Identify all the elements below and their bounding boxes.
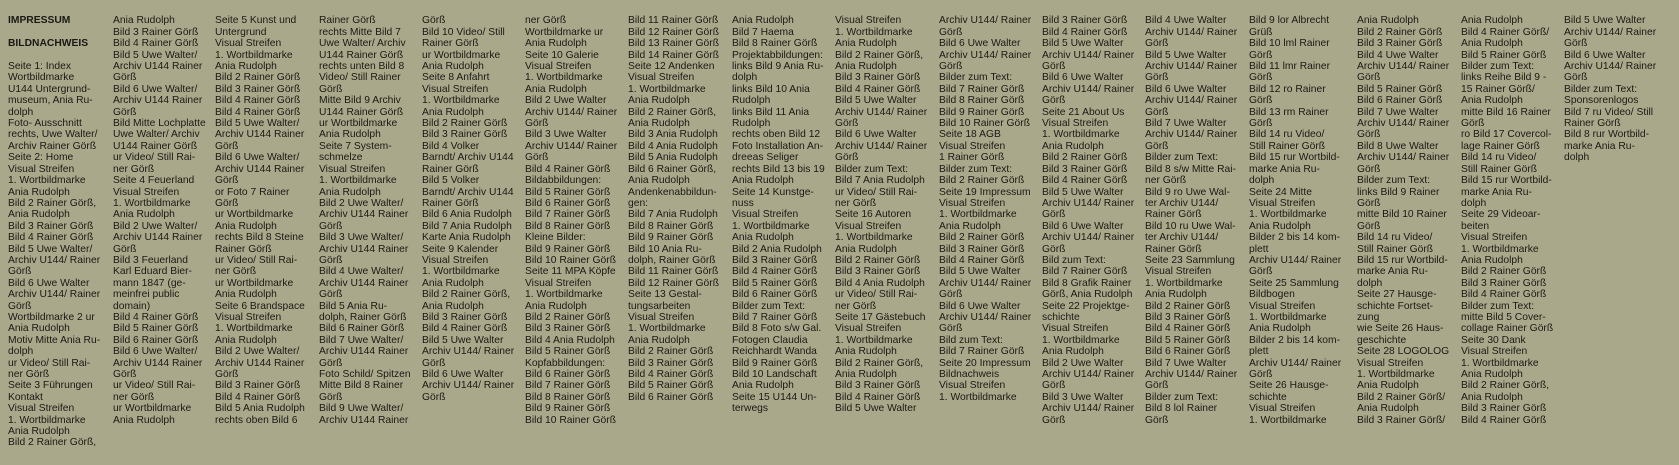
text-column-4: [319, 4, 415, 465]
column-text: Seite 1: Index Wortbildmarke U144 Untergrund- museum, Ania Ru- dolph Foto- Ausschnitt rechts, Uwe Walter/ Archiv Rainer Görß Seite 2: Home Visual Streifen 1. Wortbildmarke Ania Rudolph Bild 2 Rainer Görß, Ania Rudolph Bild 3 Rainer Görß Bild 4 Rainer Görß Bild 5 Uwe Walter/ Archiv U144/ Rainer Görß Bild 6 Uwe Walter Archiv U144/ Rainer Görß Wortbildmarke 2 ur Ania Rudolph Motiv Mitte Ania Ru- dolph ur Video/ Still Rai- ner Görß Seite 3 Führungen Kontakt Visual Streifen 1. Wortbildmarke Ania Rudolph Bild 2 Rainer Görß,: [8, 61, 101, 449]
imprint-columns: [8, 4, 1679, 465]
column-text: Bild 4 Uwe Walter Archiv U144/ Rainer Görß Bild 5 Uwe Walter Archiv U144/ Rainer Görß Bild 6 Uwe Walter Archiv U144/ Rainer Görß Bild 7 Uwe Walter Archiv U144/ Rainer Görß Bilder zum Text: Bild 8 s/w Mitte Rai- ner Görß Bild 9 ro Uwe Wal- ter Archiv U144/ Rainer Görß Bild 10 ru Uwe Wal- ter Archiv U144/ Rainer Görß Seite 23 Sammlung Visual Streifen 1. Wortbildmarke Ania Rudolph Bild 2 Rainer Görß Bild 3 Rainer Görß Bild 4 Rainer Görß Bild 5 Rainer Görß Bild 6 Rainer Görß Bild 7 Uwe Walter Archiv U144/ Rainer Görß Bilder zum Text: Bild 8 lol Rainer Görß: [1145, 15, 1238, 426]
text-column-11: [1042, 4, 1138, 465]
column-text: Archiv U144/ Rainer Görß Bild 6 Uwe Walter Archiv U144/ Rainer Görß Bilder zum Text: Bild 7 Rainer Görß Bild 8 Rainer Görß Bild 9 Rainer Görß Bild 10 Rainer Görß Seite 18 AGB Visual Streifen 1 Rainer Görß Bilder zum Text: Bild 2 Rainer Görß Seite 19 Impressum Visual Streifen 1. Wortbildmarke Ania Rudolph Bild 2 Rainer Görß Bild 3 Rainer Görß Bild 4 Rainer Görß Bild 5 Uwe Walter Archiv U144/ Rainer Görß Bild 6 Uwe Walter Archiv U144/ Rainer Görß Bild zum Text: Bild 7 Rainer Görß Seite 20 Impressum Bildnachweis Visual Streifen 1. Wortbildmarke: [939, 15, 1032, 403]
imprint-title: IMPRESSUM: [8, 15, 71, 27]
text-column-15: [1461, 4, 1557, 465]
text-column-14: [1357, 4, 1453, 465]
column-text: Visual Streifen 1. Wortbildmarke Ania Rudolph Bild 2 Rainer Görß, Ania Rudolph Bild 3 Rainer Görß Bild 4 Rainer Görß Bild 5 Uwe Walter Archiv U144/ Rainer Görß Bild 6 Uwe Walter Archiv U144/ Rainer Görß Bilder zum Text: Bild 7 Ania Rudolph ur Video/ Still Rai- ner Görß Seite 16 Autoren Visual Streifen 1. Wortbildmarke Ania Rudolph Bild 2 Rainer Görß Bild 3 Rainer Görß Bild 4 Ania Rudolph ur Video/ Still Rai- ner Görß Seite 17 Gästebuch Visual Streifen 1. Wortbildmarke Ania Rudolph Bild 2 Rainer Görß, Ania Rudolph Bild 3 Rainer Görß Bild 4 Rainer Görß Bild 5 Uwe Walter: [835, 15, 928, 415]
text-column-5: [422, 4, 518, 465]
text-column-9: [835, 4, 931, 465]
text-column-3: [215, 4, 311, 465]
column-text: Bild 9 lor Albrecht Grüß Bild 10 lml Rainer Görß Bild 11 lmr Rainer Görß Bild 12 ro Rainer Görß Bild 13 rm Rainer Görß Bild 14 ru Video/ Still Rainer Görß Bild 15 rur Wortbild- marke Ania Ru- dolph Seite 24 Mitte Visual Streifen 1. Wortbildmarke Ania Rudolph Bilder 2 bis 14 kom- plett Archiv U144/ Rainer Görß Seite 25 Sammlung Bildbogen Visual Streifen 1. Wortbildmarke Ania Rudolph Bilder 2 bis 14 kom- plett Archiv U144/ Rainer Görß Seite 26 Hausge- schichte Visual Streifen 1. Wortbildmarke: [1249, 15, 1342, 426]
column-text: Bild 5 Uwe Walter Archiv U144/ Rainer Görß Bild 6 Uwe Walter Archiv U144/ Rainer Görß Bilder zum Text: Sponsorenlogos Bild 7 ru Video/ Still Rainer Görß Bild 8 rur Wortbild- marke Ania Ru- dolph: [1564, 15, 1657, 164]
text-column-13: [1249, 4, 1345, 465]
column-text: Seite 5 Kunst und Untergrund Visual Streifen 1. Wortbildmarke Ania Rudolph Bild 2 Rainer Görß Bild 3 Rainer Görß Bild 4 Rainer Görß Bild 4 Rainer Görß Bild 5 Uwe Walter/ Archiv U144 Rainer Görß Bild 6 Uwe Walter/ Archiv U144 Rainer Görß or Foto 7 Rainer Görß ur Wortbildmarke Ania Rudolph rechts Bild 8 Steine Rainer Görß ur Video/ Still Rai- ner Görß ur Wortbildmarke Ania Rudolph Seite 6 Brandspace Visual Streifen 1. Wortbildmarke Ania Rudolph Bild 2 Uwe Walter/ Archiv U144 Rainer Görß Bild 3 Rainer Görß Bild 4 Rainer Görß Bild 5 Ania Rudolph rechts oben Bild 6: [215, 15, 305, 426]
column-text: Ania Rudolph Bild 3 Rainer Görß Bild 4 Rainer Görß Bild 5 Uwe Walter/ Archiv U144 Rainer Görß Bild 6 Uwe Walter/ Archiv U144 Rainer Görß Bild Mitte Lochplatte Uwe Walter/ Archiv U144 Rainer Görß ur Video/ Still Rai- ner Görß Seite 4 Feuerland Visual Streifen 1. Wortbildmarke Ania Rudolph Bild 2 Uwe Walter/ Archiv U144 Rainer Görß Bild 3 Feuerland Karl Eduard Bier- mann 1847 (ge- meinfrei public domain) Bild 4 Rainer Görß Bild 5 Rainer Görß Bild 6 Rainer Görß Bild 6 Uwe Walter/ Archiv U144 Rainer Görß ur Video/ Still Rai- ner Görß ur Wortbildmarke Ania Rudolph: [113, 15, 206, 426]
column-text: ner Görß Wortbildmarke ur Ania Rudolph Seite 10 Galerie Visual Streifen 1. Wortbildmarke Ania Rudolph Bild 2 Uwe Walter Archiv U144/ Rainer Görß Bild 3 Uwe Walter Archiv U144/ Rainer Görß Bild 4 Rainer Görß Bildabbildungen: Bild 5 Rainer Görß Bild 6 Rainer Görß Bild 7 Rainer Görß Bild 8 Rainer Görß Kleine Bilder: Bild 9 Rainer Görß Bild 10 Rainer Görß Seite 11 MPA Köpfe Visual Streifen 1. Wortbildmarke Ania Rudolph Bild 2 Rainer Görß Bild 3 Rainer Görß Bild 4 Ania Rudolph Bild 5 Rainer Görß Kopfabbildungen: Bild 6 Rainer Görß Bild 7 Rainer Görß Bild 8 Rainer Görß Bild 9 Rainer Görß Bild 10 Rainer Görß: [525, 15, 618, 426]
column-text: Ania Rudolph Bild 2 Rainer Görß Bild 3 Rainer Görß Bild 4 Uwe Walter Archiv U144/ Rainer Görß Bild 5 Rainer Görß Bild 6 Rainer Görß Bild 7 Uwe Walter Archiv U144/ Rainer Görß Bild 8 Uwe Walter Archiv U144/ Rainer Görß Bilder zum Text: links Bild 9 Rainer Görß mitte Bild 10 Rainer Görß Bild 14 ru Video/ Still Rainer Görß Bild 15 rur Wortbild- marke Ania Ru- dolph Seite 27 Hausge- schichte Fortset- zung wie Seite 26 Haus- geschichte Seite 28 LOGOLOG Visual Streifen 1. Wortbildmarke Ania Rudolph Bild 2 Rainer Görß/ Ania Rudolph Bild 3 Rainer Görß/: [1357, 15, 1450, 426]
text-column-8: [732, 4, 828, 465]
column-text: Bild 11 Rainer Görß Bild 12 Rainer Görß Bild 13 Rainer Görß Bild 14 Rainer Görß Seite 12 Andenken Visual Streifen 1. Wortbildmarke Ania Rudolph Bild 2 Rainer Görß, Ania Rudolph Bild 3 Ania Rudolph Bild 4 Ania Rudolph Bild 5 Ania Rudolph Bild 6 Rainer Görß, Ania Rudolph Andenkenabbildun- gen: Bild 7 Ania Rudolph Bild 8 Rainer Görß Bild 9 Rainer Görß Bild 10 Ania Ru- dolph, Rainer Görß Bild 11 Rainer Görß Bild 12 Rainer Görß Seite 13 Gestal- tungsarbeiten Visual Streifen 1. Wortbildmarke Ania Rudolph Bild 2 Rainer Görß Bild 3 Rainer Görß Bild 4 Rainer Görß Bild 5 Rainer Görß Bild 6 Rainer Görß: [628, 15, 719, 403]
column-text: Ania Rudolph Bild 4 Rainer Görß/ Ania Rudolph Bild 5 Rainer Görß Bilder zum Text: links Reihe Bild 9 - 15 Rainer Görß/ Ania Rudolph mitte Bild 16 Rainer Görß ro Bild 17 Covercol- lage Rainer Görß Bild 14 ru Video/ Still Rainer Görß Bild 15 rur Wortbild- marke Ania Ru- dolph Seite 29 Videoar- beiten Visual Streifen 1. Wortbildmarke Ania Rudolph Bild 2 Rainer Görß Bild 3 Rainer Görß Bild 4 Rainer Görß Bilder zum Text: mitte Bild 5 Cover- collage Rainer Görß Seite 30 Dank Visual Streifen 1. Wortbildmarke Ania Rudolph Bild 2 Rainer Görß, Ania Rudolph Bild 3 Rainer Görß Bild 4 Rainer Görß: [1461, 15, 1554, 426]
text-column-6: [525, 4, 621, 465]
text-column-2: [113, 4, 209, 465]
text-column-16: [1564, 4, 1660, 465]
column-text: Bild 3 Rainer Görß Bild 4 Rainer Görß Bild 5 Uwe Walter Archiv U144/ Rainer Görß Bild 6 Uwe Walter Archiv U144/ Rainer Görß Seite 21 About Us Visual Streifen 1. Wortbildmarke Ania Rudolph Bild 2 Rainer Görß Bild 3 Rainer Görß Bild 4 Rainer Görß Bild 5 Uwe Walter Archiv U144/ Rainer Görß Bild 6 Uwe Walter Archiv U144/ Rainer Görß Bild zum Text: Bild 7 Rainer Görß Bild 8 Grafik Rainer Görß, Ania Rudolph Seite 22 Projektge- schichte Visual Streifen 1. Wortbildmarke Ania Rudolph Bild 2 Uwe Walter Archiv U144/ Rainer Görß Bild 3 Uwe Walter Archiv U144/ Rainer Görß: [1042, 15, 1135, 426]
text-column-7: [628, 4, 724, 465]
imprint-subtitle: BILDNACHWEIS: [8, 38, 89, 50]
text-column-12: [1145, 4, 1241, 465]
column-text: Ania Rudolph Bild 7 Haema Bild 8 Rainer Görß Projektabbildungen: links Bild 9 Ania Ru- dolph links Bild 10 Ania Rudolph links Bild 11 Ania Rudolph rechts oben Bild 12 Foto Installation An- dreeas Seliger rechts Bild 13 bis 19 Ania Rudolph Seite 14 Kunstge- nuss Visual Streifen 1. Wortbildmarke Ania Rudolph Bild 2 Ania Rudolph Bild 3 Rainer Görß Bild 4 Rainer Görß Bild 5 Rainer Görß Bild 6 Rainer Görß Bilder zum Text: Bild 7 Rainer Görß Bild 8 Foto s/w Gal. Fotogen Claudia Reichhardt Wanda Bild 9 Rainer Görß Bild 10 Landschaft Ania Rudolph Seite 15 U144 Un- terwegs: [732, 15, 825, 415]
text-column-10: [939, 4, 1035, 465]
column-text: Rainer Görß rechts Mitte Bild 7 Uwe Walter/ Archiv U144 Rainer Görß rechts unten Bild 8 Video/ Still Rainer Görß Mitte Bild 9 Archiv U144 Rainer Görß ur Wortbildmarke Ania Rudolph Seite 7 System- schmelze Visual Streifen 1. Wortbildmarke Ania Rudolph Bild 2 Uwe Walter/ Archiv U144 Rainer Görß Bild 3 Uwe Walter/ Archiv U144 Rainer Görß Bild 4 Uwe Walter/ Archiv U144 Rainer Görß Bild 5 Ania Ru- dolph, Rainer Görß Bild 6 Rainer Görß Bild 7 Uwe Walter/ Archiv U144 Rainer Görß Foto Schild/ Spitzen Mitte Bild 8 Rainer Görß Bild 9 Uwe Walter/ Archiv U144 Rainer: [319, 15, 411, 426]
text-column-1: [8, 4, 104, 465]
column-text: Görß Bild 10 Video/ Still Rainer Görß ur Wortbildmarke Ania Rudolph Seite 8 Anfahrt Visual Streifen 1. Wortbildmarke Ania Rudolph Bild 2 Rainer Görß Bild 3 Rainer Görß Bild 4 Volker Barndt/ Archiv U144 Rainer Görß Bild 5 Volker Barndt/ Archiv U144 Rainer Görß Bild 6 Ania Rudolph Bild 7 Ania Rudolph Karte Ania Rudolph Seite 9 Kalender Visual Streifen 1. Wortbildmarke Ania Rudolph Bild 2 Rainer Görß, Ania Rudolph Bild 3 Rainer Görß Bild 4 Rainer Görß Bild 5 Uwe Walter Archiv U144/ Rainer Görß Bild 6 Uwe Walter Archiv U144/ Rainer Görß: [422, 15, 515, 403]
